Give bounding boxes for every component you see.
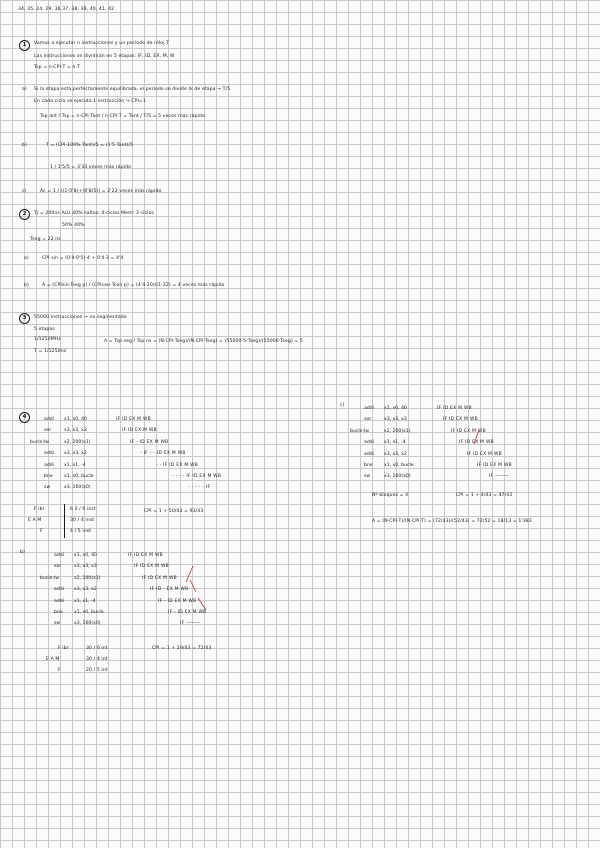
pipeline-row: IF - ID EX M WB xyxy=(158,598,197,604)
code-op: lw xyxy=(364,428,370,434)
code-args: x3, x3, x2 xyxy=(74,587,97,593)
code-args: x3, x3, x3 xyxy=(74,564,97,570)
code-args: x3, 160(x0) xyxy=(64,485,91,491)
code-label: bucle: xyxy=(40,575,55,581)
code-args: x1, x0, bucle xyxy=(384,463,414,468)
code-op: sw xyxy=(54,621,61,627)
p4-b-label: b) xyxy=(20,550,25,555)
arrow-4 xyxy=(474,430,479,444)
code-op: bne xyxy=(54,610,63,615)
p2-line1b: 50% 40% xyxy=(62,223,85,228)
code-args: x1, x0, 40 xyxy=(384,406,407,411)
pipeline-row: IF ID EX M WB xyxy=(122,428,157,434)
code-op: addi xyxy=(44,462,54,468)
code-op: xor xyxy=(44,428,52,434)
code-op: addi xyxy=(44,451,54,457)
p2-b-label: b) xyxy=(24,283,29,288)
p4-b-stat-label-1: E A M xyxy=(46,657,60,662)
code-args: x3, x3, x2 xyxy=(64,451,87,457)
problem-4-number: 4 xyxy=(19,412,30,423)
arrow-1 xyxy=(186,566,193,582)
pipeline-row: - - IF ID EX M WB xyxy=(156,462,199,468)
code-label: bucle: xyxy=(30,439,45,445)
pipeline-row: IF ID EX M WB xyxy=(134,564,169,570)
pipeline-row: IF ID EX M WB xyxy=(443,417,478,423)
p2-b-formula: A = (CPIsin·Tseg p) / (CPIcon·Tcon p) = (4'4·20)/(1·22) = 4 veces más rápido xyxy=(42,283,225,288)
code-args: x3, x3, x3 xyxy=(384,417,407,423)
p3-line3: 1/1250MHz xyxy=(34,337,61,342)
code-label: bucle: xyxy=(350,428,365,434)
p4-b-cpi: CPI = 1 + 29/43 = 72/43 xyxy=(152,646,212,651)
arrow-2 xyxy=(190,580,196,592)
code-op: addi xyxy=(54,587,64,593)
code-op: lw xyxy=(44,439,50,445)
p4-b-stat-label-0: F ibr xyxy=(58,646,69,651)
code-op: xor xyxy=(364,417,372,423)
p4-stat-label-1: E A M xyxy=(28,518,42,523)
code-op: bne xyxy=(364,463,373,468)
p2-line1: Tj = 200ns ALU 40% saltos: 4 ciclos Mem: 3 ciclos xyxy=(34,211,154,216)
code-args: x1, x1, -4 xyxy=(64,462,86,468)
code-args: x3, 160(x0) xyxy=(384,474,411,480)
pipeline-row: IF - ID EX M WB xyxy=(168,610,207,615)
code-args: x1, x1, -4 xyxy=(74,598,96,604)
pipeline-row: IF ID EX M WB xyxy=(142,575,177,581)
code-op: lw xyxy=(54,575,60,581)
p4-stat-value-0: 6 0 / 6 inst xyxy=(70,507,96,512)
code-op: sw xyxy=(364,474,371,480)
pipeline-row: IF ID EX M WB xyxy=(128,553,163,558)
pipeline-row: - IF - - ID EX M WB xyxy=(140,451,186,457)
p4-b-stat-label-2: F xyxy=(58,668,61,673)
pipeline-row: IF ID EX M WB xyxy=(116,417,151,422)
pipeline-row: IF ID EX M WB xyxy=(467,451,502,457)
code-op: sw xyxy=(44,485,51,491)
p1-c-label: c) xyxy=(22,189,27,194)
code-op: bne xyxy=(44,474,53,479)
code-args: x3, 160(x0) xyxy=(74,621,101,627)
p2-a-formula: CPI sin = (0'4·0'5)·4 + 0'4·3 = 4'4 xyxy=(42,256,124,261)
p4-c-ratio: A = (N·CPI·T)/(N·CPI·T) = (72/43)/(52/43) = 72/52 = 18/13 = 1'383 xyxy=(372,519,532,524)
p2-a-label: a) xyxy=(24,256,29,261)
p4-stat-value-2: 4 / 5 inst xyxy=(70,529,92,534)
p4-b-stat-value-0: 30 / 6 int xyxy=(86,646,108,651)
code-args: x1, x0, 40 xyxy=(64,417,87,422)
code-args: x1, x0, bucle xyxy=(74,610,104,615)
p1-b-formula: T = (CPI·100% Tant)/5 = (1'5 Tant)/5 xyxy=(46,143,134,148)
problem-2-number: 2 xyxy=(19,209,30,220)
pipeline-row: IF ——— xyxy=(489,474,510,480)
code-args: x2, 200(x1) xyxy=(74,575,101,581)
p1-a-line: Si la etapa está perfectamente equilibrada, el período se divide /k de etapa → T/5 xyxy=(34,87,231,92)
problem-3-number: 3 xyxy=(19,313,30,324)
pipeline-row: IF ID EX M WB xyxy=(459,440,494,446)
p1-line2: Las instrucciones se dividirán en 5 etapas: IF, ID, EX, M, W xyxy=(34,54,175,59)
code-args: x1, x0, bucle xyxy=(64,474,94,479)
pipeline-row: IF ID EX M WB xyxy=(477,463,512,468)
code-op: xor xyxy=(54,564,62,570)
pipeline-row: - - - - - IF xyxy=(188,485,211,491)
p1-b-result: 1 / 1'5/5 = 3'33 veces más rápido xyxy=(50,165,132,170)
p1-a-label: a) xyxy=(22,87,27,92)
p4-cpi-formula: CPI = 1 + 50/43 = 93/43 xyxy=(144,509,204,514)
p4-b-stat-value-1: 30 / 4 int xyxy=(86,657,108,662)
code-op: addi xyxy=(364,406,374,411)
code-args: x1, x1, -4 xyxy=(384,440,406,446)
problem-1-number: 1 xyxy=(19,40,30,51)
p1-line1: Vamos a ejecutar n instrucciones y un período de reloj T xyxy=(34,41,170,46)
p4-stat-label-2: F xyxy=(40,529,43,534)
pipeline-row: IF ——— xyxy=(180,621,201,627)
code-args: x2, 200(x1) xyxy=(64,439,91,445)
code-op: addi xyxy=(364,451,374,457)
p1-c-formula: Ac = 1 / ((1-0'8)+(0'8/5)) = 2'22 veces más rápido xyxy=(40,189,162,194)
p3-a-formula: A = Tsp seg / Tsp ns = (N·CPI·Tseg)/(N·CPI·Tseg) = (55000·5·Tseg)/(55000·Tseg) = 5 xyxy=(104,339,303,344)
code-args: x3, x3, x3 xyxy=(64,428,87,434)
header-numbers: 34, 35, 24, 29, 36.37, 38, 39, 40, 41, 42 xyxy=(18,7,115,12)
p3-line1: 55000 instrucciones → no segmentado xyxy=(34,315,127,320)
p1-a-formula: Tsp ant / Tsp = n·CPI·Tant / n·CPI·T = Tant / T/5 = 5 veces más rápido xyxy=(40,114,205,119)
p1-line3: Tsp = n·CPI·T = n·T xyxy=(34,65,80,70)
p4-stat-value-1: 30 / 4 inst xyxy=(70,518,95,523)
p4-c-bloques: Nº bloques = 4 xyxy=(372,493,409,498)
code-args: x3, x3, x2 xyxy=(384,451,407,457)
p3-line2: 5 etapas xyxy=(34,327,55,332)
p3-line4: T = 1/1250ns xyxy=(34,349,67,354)
p1-a-sub: En cada ciclo se ejecuta 1 instrucción → CPI=1 xyxy=(34,99,146,104)
p4-stat-label-0: F ibr xyxy=(34,507,45,512)
p4-c-label: c) xyxy=(340,403,345,408)
code-op: addi xyxy=(44,417,54,422)
code-op: addi xyxy=(54,598,64,604)
p2-line2: Tseg = 22 ns xyxy=(30,237,61,242)
p1-b-label: b) xyxy=(22,143,27,148)
pipeline-row: IF - ID EX M WB xyxy=(130,439,169,445)
arrow-3 xyxy=(198,598,206,610)
code-args: x1, x0, 40 xyxy=(74,553,97,558)
pipeline-row: IF ID EX M WB xyxy=(437,406,472,411)
pipeline-row: IF ID EX M WB xyxy=(451,428,486,434)
pipeline-row: IF ID - EX M WB xyxy=(150,587,189,593)
code-op: addi xyxy=(364,440,374,446)
code-args: x2, 200(x1) xyxy=(384,428,411,434)
p4-b-stat-value-2: 20 / 5 int xyxy=(86,668,108,673)
pipeline-row: - - - - IF ID EX M WB xyxy=(172,474,222,479)
p4-c-cpi: CPI = 1 + 4/43 = 47/43 xyxy=(456,493,513,498)
code-op: addi xyxy=(54,553,64,558)
